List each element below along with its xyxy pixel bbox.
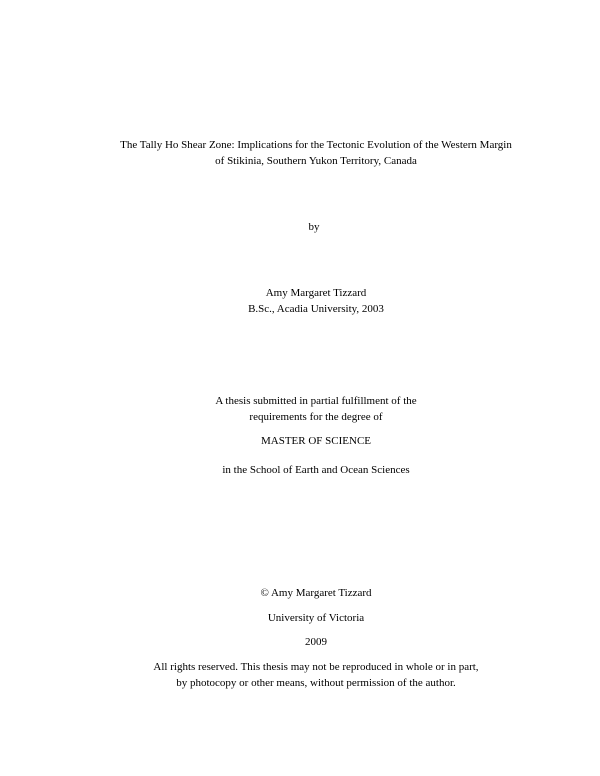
school-name (16, 462, 600, 478)
publication-year (16, 634, 600, 650)
thesis-title-line-1: The Tally Ho Shear Zone: Implications for the Tectonic Evolution of the Western Margin (120, 139, 512, 151)
thesis-purpose-line-2: requirements for the degree of (249, 411, 383, 423)
rights-line-2: by photocopy or other means, without permission of the author. (176, 677, 456, 689)
school-text: in the School of Earth and Ocean Sciences (222, 464, 410, 476)
thesis-title (16, 137, 600, 169)
copyright-text: © Amy Margaret Tizzard (260, 587, 372, 599)
university-text: University of Victoria (267, 612, 365, 624)
degree-name (16, 433, 600, 449)
thesis-purpose-line-1: A thesis submitted in partial fulfillment of the (215, 395, 417, 407)
author-info (16, 285, 600, 317)
by-label (14, 219, 600, 235)
university-name (16, 610, 600, 626)
author-prior-degree: B.Sc., Acadia University, 2003 (248, 303, 384, 315)
year-text: 2009 (305, 636, 327, 648)
rights-line-1: All rights reserved. This thesis may not be reproduced in whole or in part, (153, 661, 479, 673)
author-name: Amy Margaret Tizzard (265, 287, 367, 299)
degree-text: MASTER OF SCIENCE (260, 435, 372, 447)
thesis-purpose (16, 393, 600, 425)
by-text: by (308, 221, 320, 233)
thesis-title-line-2: of Stikinia, Southern Yukon Territory, Canada (215, 155, 417, 167)
rights-statement (16, 659, 600, 691)
copyright-notice (16, 585, 600, 601)
